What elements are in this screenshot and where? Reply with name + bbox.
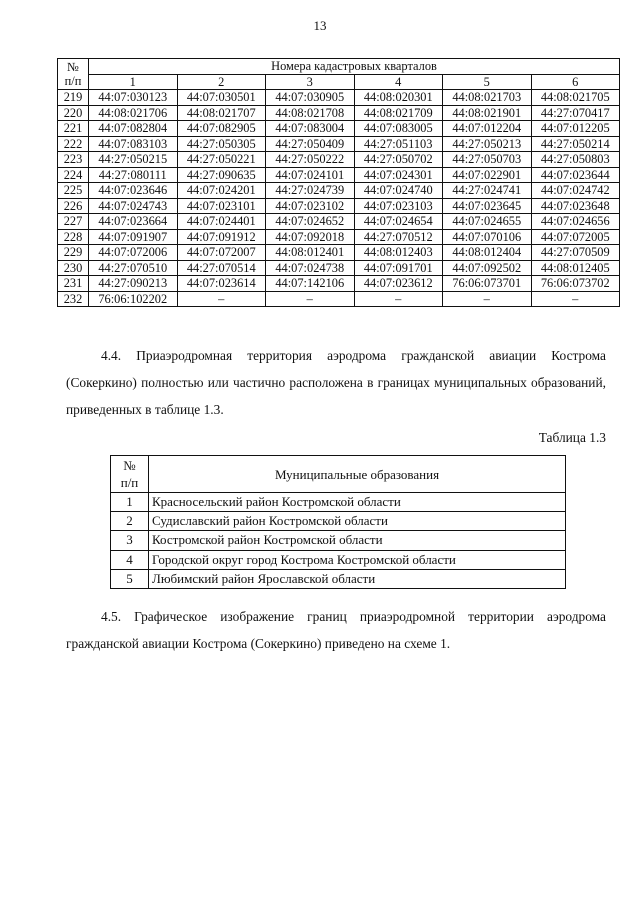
- municipal-name-header: Муниципальные образования: [149, 456, 566, 493]
- municipal-number: 4: [111, 550, 149, 569]
- cadastral-quarter-cell: 44:27:050214: [531, 136, 620, 152]
- cadastral-quarter-cell: 44:27:070509: [531, 245, 620, 261]
- municipal-number: 2: [111, 512, 149, 531]
- cadastral-quarter-cell: 44:27:050215: [89, 152, 178, 168]
- row-number: 230: [58, 260, 89, 276]
- cadastral-quarter-cell: 44:08:021705: [531, 90, 620, 106]
- cadastral-quarter-cell: 44:07:012205: [531, 121, 620, 137]
- cadastral-quarter-cell: 44:07:023614: [177, 276, 266, 292]
- cadastral-quarter-cell: 44:27:080111: [89, 167, 178, 183]
- cadastral-quarter-cell: 44:07:070106: [443, 229, 532, 245]
- table-row: [58, 291, 620, 307]
- cadastral-quarter-cell: 44:27:051103: [354, 136, 443, 152]
- table-row: [58, 152, 620, 168]
- row-number: 220: [58, 105, 89, 121]
- cadastral-quarter-cell: 44:07:083005: [354, 121, 443, 137]
- cadastral-quarter-cell: 44:07:024652: [266, 214, 355, 230]
- cadastral-quarter-cell: 44:08:012401: [266, 245, 355, 261]
- row-number: 226: [58, 198, 89, 214]
- cadastral-quarter-cell: 44:07:072007: [177, 245, 266, 261]
- cadastral-quarter-cell: 44:08:012403: [354, 245, 443, 261]
- row-number: 228: [58, 229, 89, 245]
- cadastral-quarter-cell: 44:07:023612: [354, 276, 443, 292]
- cadastral-quarter-cell: 44:07:092502: [443, 260, 532, 276]
- cadastral-quarter-cell: 76:06:102202: [89, 291, 178, 307]
- row-number: 231: [58, 276, 89, 292]
- municipal-name: Любимский район Ярославской области: [149, 569, 566, 588]
- cadastral-quarter-cell: 44:08:012405: [531, 260, 620, 276]
- cadastral-quarter-cell: 44:07:023664: [89, 214, 178, 230]
- cadastral-quarter-cell: 44:27:050305: [177, 136, 266, 152]
- cadastral-quarter-cell: –: [443, 291, 532, 307]
- cadastral-group-header: Номера кадастровых кварталов: [89, 59, 620, 75]
- cadastral-quarter-cell: 44:07:083004: [266, 121, 355, 137]
- page-number: 13: [313, 18, 327, 33]
- cadastral-quarter-cell: 44:07:024401: [177, 214, 266, 230]
- cadastral-quarter-cell: 44:08:021703: [443, 90, 532, 106]
- column-header: 4: [354, 74, 443, 90]
- cadastral-quarter-cell: 44:07:024654: [354, 214, 443, 230]
- row-number: 232: [58, 291, 89, 307]
- cadastral-quarter-cell: 44:27:050803: [531, 152, 620, 168]
- cadastral-quarter-cell: 44:27:090213: [89, 276, 178, 292]
- cadastral-quarter-cell: 44:07:012204: [443, 121, 532, 137]
- cadastral-quarter-cell: 44:07:023101: [177, 198, 266, 214]
- cadastral-quarter-cell: 44:08:021707: [177, 105, 266, 121]
- row-number: 224: [58, 167, 89, 183]
- column-header: 6: [531, 74, 620, 90]
- cadastral-quarter-cell: 44:07:092018: [266, 229, 355, 245]
- cadastral-quarter-cell: 44:27:070510: [89, 260, 178, 276]
- municipal-name: Костромской район Костромской области: [149, 531, 566, 550]
- cadastral-quarter-cell: 44:07:024740: [354, 183, 443, 199]
- paragraph-4-4: [66, 342, 606, 423]
- paragraph-4-4-text: 4.4. Приаэродромная территория аэродрома гражданской авиации Кострома (Сокеркино) полностью или частично расположена в границах муниципальных образований, приведенных в таблице 1.3.: [66, 348, 606, 417]
- cadastral-quarter-cell: –: [354, 291, 443, 307]
- cadastral-quarter-cell: 44:27:024741: [443, 183, 532, 199]
- cadastral-quarter-cell: 44:08:012404: [443, 245, 532, 261]
- cadastral-quarter-cell: 44:27:050409: [266, 136, 355, 152]
- cadastral-quarters-table: [57, 58, 620, 307]
- cadastral-quarter-cell: 44:07:023102: [266, 198, 355, 214]
- cadastral-quarter-cell: 44:07:030905: [266, 90, 355, 106]
- cadastral-quarter-cell: 44:07:072005: [531, 229, 620, 245]
- column-header: 5: [443, 74, 532, 90]
- cadastral-quarter-cell: 76:06:073702: [531, 276, 620, 292]
- cadastral-quarter-cell: 44:27:050213: [443, 136, 532, 152]
- cadastral-quarter-cell: 44:08:020301: [354, 90, 443, 106]
- table-row: [58, 105, 620, 121]
- table-row: [111, 569, 566, 588]
- cadastral-quarter-cell: 44:07:023644: [531, 167, 620, 183]
- table-row: [58, 198, 620, 214]
- cadastral-quarter-cell: 44:07:024101: [266, 167, 355, 183]
- cadastral-quarter-cell: 44:07:024738: [266, 260, 355, 276]
- table-row: [58, 121, 620, 137]
- cadastral-quarter-cell: 44:27:070417: [531, 105, 620, 121]
- paragraph-4-5-text: 4.5. Графическое изображение границ приаэродромной территории аэродрома гражданской авиации Кострома (Сокеркино) приведено на схеме 1.: [66, 609, 606, 651]
- table-row: [111, 493, 566, 512]
- cadastral-quarter-cell: 44:07:082905: [177, 121, 266, 137]
- row-number: 225: [58, 183, 89, 199]
- cadastral-quarter-cell: 44:07:091907: [89, 229, 178, 245]
- municipal-name: Красносельский район Костромской области: [149, 493, 566, 512]
- cadastral-quarter-cell: 44:07:142106: [266, 276, 355, 292]
- cadastral-quarter-cell: 44:07:024742: [531, 183, 620, 199]
- row-number: 222: [58, 136, 89, 152]
- cadastral-quarter-cell: 44:07:024201: [177, 183, 266, 199]
- cadastral-quarter-cell: 44:07:024743: [89, 198, 178, 214]
- municipal-number-header: № п/п: [111, 456, 149, 493]
- municipal-formations-table: [110, 455, 566, 589]
- cadastral-quarter-cell: –: [531, 291, 620, 307]
- table-row: [58, 276, 620, 292]
- cadastral-quarter-cell: 44:07:023103: [354, 198, 443, 214]
- municipal-name: Городской округ город Кострома Костромской области: [149, 550, 566, 569]
- table-row: [58, 229, 620, 245]
- row-number: 229: [58, 245, 89, 261]
- cadastral-quarter-cell: 44:07:072006: [89, 245, 178, 261]
- cadastral-quarter-cell: 44:08:021706: [89, 105, 178, 121]
- cadastral-quarter-cell: 44:07:030123: [89, 90, 178, 106]
- municipal-number: 5: [111, 569, 149, 588]
- table-row: [58, 214, 620, 230]
- cadastral-quarter-cell: 44:27:090635: [177, 167, 266, 183]
- column-header: 2: [177, 74, 266, 90]
- cadastral-quarter-cell: 44:07:023648: [531, 198, 620, 214]
- municipal-number: 3: [111, 531, 149, 550]
- table-row: [58, 136, 620, 152]
- table-row: [58, 245, 620, 261]
- cadastral-quarter-cell: 44:08:021709: [354, 105, 443, 121]
- row-number: 221: [58, 121, 89, 137]
- row-number-header: № п/п: [58, 59, 89, 90]
- municipal-number: 1: [111, 493, 149, 512]
- table-row: [111, 550, 566, 569]
- cadastral-quarter-cell: 44:27:024739: [266, 183, 355, 199]
- cadastral-quarter-cell: 44:08:021901: [443, 105, 532, 121]
- cadastral-quarter-cell: 44:07:091912: [177, 229, 266, 245]
- table-row: [111, 512, 566, 531]
- cadastral-quarter-cell: 44:07:023645: [443, 198, 532, 214]
- row-number: 227: [58, 214, 89, 230]
- table-1-3-caption: Таблица 1.3: [538, 430, 606, 445]
- cadastral-quarter-cell: 44:07:024301: [354, 167, 443, 183]
- cadastral-quarter-cell: –: [266, 291, 355, 307]
- cadastral-quarter-cell: 44:27:050221: [177, 152, 266, 168]
- table-row: [58, 90, 620, 106]
- table-row: [58, 183, 620, 199]
- paragraph-4-5: [66, 603, 606, 657]
- table-row: [58, 260, 620, 276]
- row-number: 219: [58, 90, 89, 106]
- table-row: [111, 531, 566, 550]
- cadastral-quarter-cell: 44:07:023646: [89, 183, 178, 199]
- cadastral-quarter-cell: 44:07:024656: [531, 214, 620, 230]
- cadastral-quarter-cell: 44:07:024655: [443, 214, 532, 230]
- cadastral-quarter-cell: 44:27:070514: [177, 260, 266, 276]
- cadastral-quarter-cell: 44:27:070512: [354, 229, 443, 245]
- row-number: 223: [58, 152, 89, 168]
- cadastral-quarter-cell: 44:07:083103: [89, 136, 178, 152]
- column-header: 1: [89, 74, 178, 90]
- municipal-name: Судиславский район Костромской области: [149, 512, 566, 531]
- cadastral-quarter-cell: 44:27:050702: [354, 152, 443, 168]
- table-row: [58, 167, 620, 183]
- cadastral-quarter-cell: 44:27:050703: [443, 152, 532, 168]
- cadastral-quarter-cell: 44:27:050222: [266, 152, 355, 168]
- cadastral-quarter-cell: 44:07:091701: [354, 260, 443, 276]
- cadastral-quarter-cell: 44:07:022901: [443, 167, 532, 183]
- cadastral-quarter-cell: –: [177, 291, 266, 307]
- cadastral-quarter-cell: 44:07:030501: [177, 90, 266, 106]
- cadastral-quarter-cell: 76:06:073701: [443, 276, 532, 292]
- cadastral-quarter-cell: 44:08:021708: [266, 105, 355, 121]
- cadastral-quarter-cell: 44:07:082804: [89, 121, 178, 137]
- column-header: 3: [266, 74, 355, 90]
